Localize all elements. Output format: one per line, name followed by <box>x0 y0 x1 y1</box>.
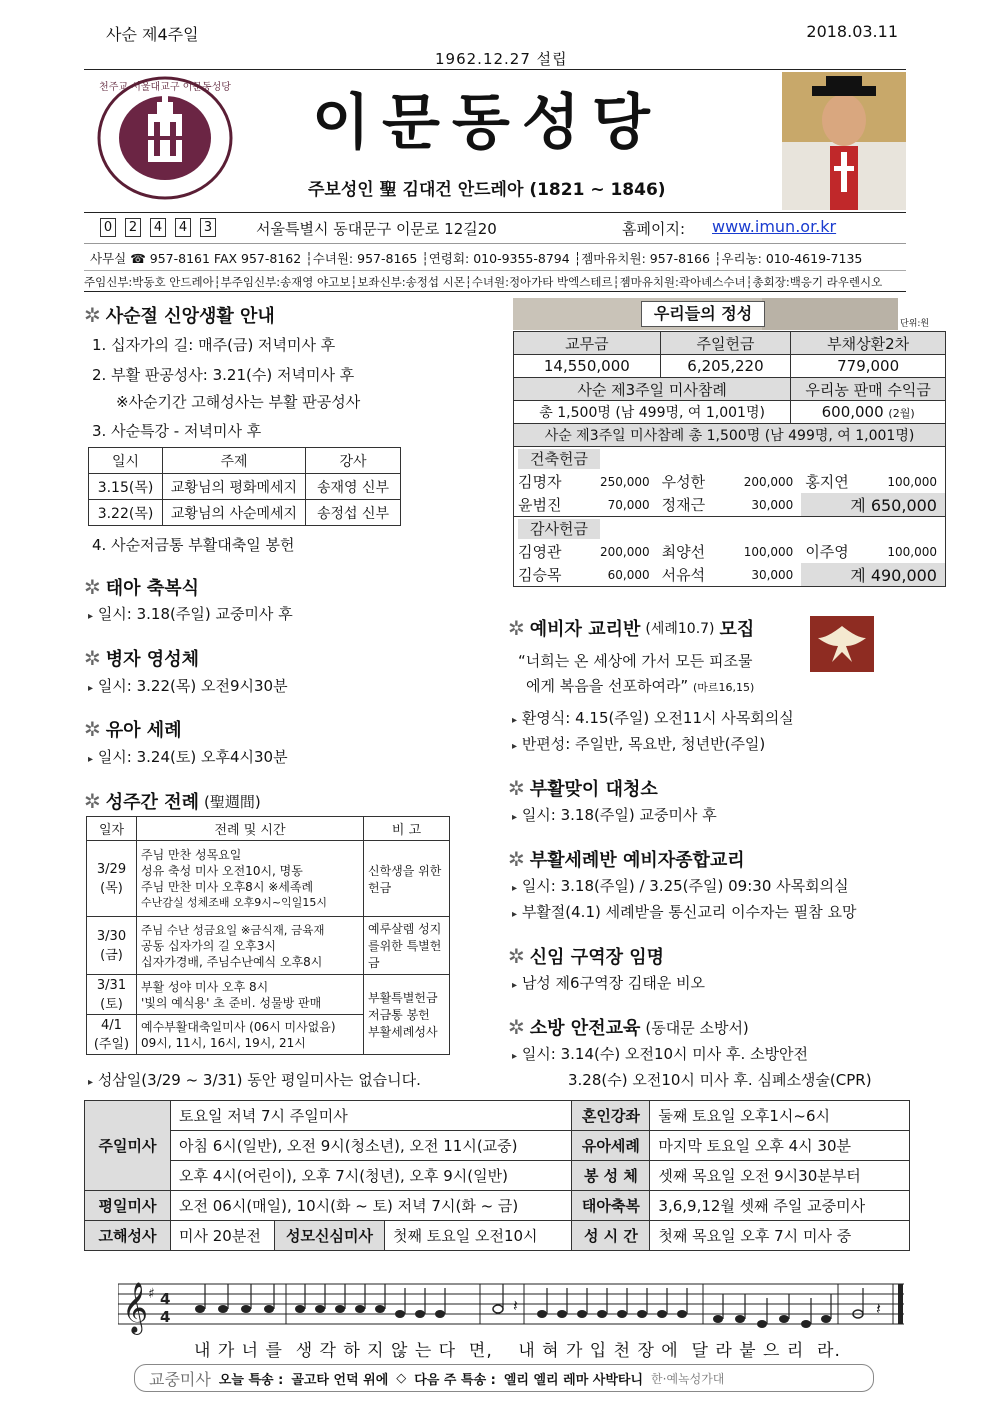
easterbaptism-title: 부활세례반 예비자종합교리 <box>529 850 745 871</box>
star-icon: ✲ <box>508 616 525 640</box>
cleaning-b1 <box>512 802 717 831</box>
thanks-total: 계 490,000 <box>801 563 945 586</box>
confession-value: 미사 20분전 <box>171 1221 275 1251</box>
thanks-label: 감사헌금 <box>518 519 600 539</box>
amount: 250,000 <box>600 474 650 489</box>
holy-hour-value: 첫째 목요일 오후 7시 미사 중 <box>650 1221 910 1251</box>
b1-text: 일시: 3.18(주일) / 3.25(주일) 09:30 사목회의실 <box>521 877 849 895</box>
issue-date: 2018.03.11 <box>806 22 898 41</box>
diamond-icon: ◇ <box>396 1370 407 1386</box>
svg-text:♯: ♯ <box>148 1286 155 1302</box>
giving-head: 부채상환2차 <box>791 332 946 355</box>
line: 주님 만찬 성목요일 <box>141 847 242 862</box>
lecture-speaker: 송정섭 신부 <box>306 500 401 526</box>
leader-b1 <box>512 970 705 999</box>
holyweek-table <box>86 816 450 1055</box>
svg-text:4: 4 <box>160 1308 171 1326</box>
parish-seal <box>95 76 235 201</box>
catechumen-b2 <box>512 731 765 760</box>
fire-subtitle: (동대문 소방서) <box>645 1018 749 1037</box>
lecture-table <box>88 447 401 526</box>
lent-item-3: 3. 사순특강 - 저녁미사 후 <box>92 422 262 440</box>
sunday-mass-afternoon: 오후 4시(어린이), 오후 7시(청년), 오후 9시(일반) <box>171 1161 572 1191</box>
bullet-icon: ▸ <box>512 980 518 991</box>
lent-item-2-note: ※사순기간 고해성사는 부활 판공성사 <box>116 393 361 411</box>
weekday-mass-value: 오전 06시(매일), 10시(화 ~ 토) 저녁 7시(화 ~ 금) <box>171 1191 572 1221</box>
contact-bar <box>84 244 906 270</box>
zip-code <box>100 218 216 237</box>
sick-heading <box>84 645 199 671</box>
star-icon: ✲ <box>508 944 525 968</box>
bullet-icon: ▸ <box>512 883 518 894</box>
lecture-date: 3.22(목) <box>89 500 163 526</box>
parish-title: 이문동성당 <box>312 88 662 158</box>
zip-digit: 4 <box>150 218 166 237</box>
line: '빛의 예식용' 초 준비. 성물방 판매 <box>141 995 322 1010</box>
leader-heading <box>508 943 664 969</box>
line: 주님 수난 성금요일 ※금식재, 금육재 <box>141 922 325 937</box>
bullet-icon: ▸ <box>512 909 518 920</box>
bullet-icon: ▸ <box>512 812 518 823</box>
weekday: (금) <box>100 947 123 963</box>
marriage-label: 혼인강좌 <box>572 1101 650 1131</box>
farm-note: (2월) <box>888 407 915 420</box>
b1-text: 일시: 3.18(주일) 교중미사 후 <box>521 806 717 824</box>
donor: 홍지연 <box>805 473 849 491</box>
staff-bar <box>84 270 906 292</box>
star-icon: ✲ <box>508 847 525 871</box>
lecture-date: 3.15(목) <box>89 474 163 500</box>
weekday: (토) <box>100 996 123 1012</box>
infant-title: 유아 세례 <box>105 720 182 741</box>
donor: 서유석 <box>661 566 706 584</box>
zip-digit: 0 <box>100 218 116 237</box>
catechumen-heading <box>508 615 754 641</box>
address: 서울특별시 동대문구 이문로 12길20 <box>256 220 497 238</box>
building-label: 건축헌금 <box>518 449 600 469</box>
zip-digit: 4 <box>175 218 191 237</box>
sick-detail <box>88 673 288 702</box>
quote-text: 에게 복음을 선포하여라” <box>526 677 689 695</box>
amount: 100,000 <box>887 474 937 489</box>
catechumen-title-end: 모집 <box>719 619 755 640</box>
holyweek-subtitle: (聖週間) <box>203 792 261 811</box>
giving-head: 교무금 <box>514 332 661 355</box>
building-total: 계 650,000 <box>801 493 945 516</box>
catechumen-quote-1: “너희는 온 세상에 가서 모든 피조물 <box>518 652 753 670</box>
amount: 60,000 <box>607 567 650 582</box>
giving-value: 779,000 <box>791 355 946 378</box>
lecture-head-speaker: 강사 <box>306 448 401 474</box>
amount: 30,000 <box>751 567 794 582</box>
cleaning-heading <box>508 775 658 801</box>
zip-digit: 3 <box>200 218 216 237</box>
b1-text: 환영식: 4.15(주일) 오전11시 사목회의실 <box>521 709 794 727</box>
communion-sick-value: 셋째 목요일 오전 9시30분부터 <box>650 1161 910 1191</box>
day: 3/29 <box>96 861 127 877</box>
easterbaptism-b1 <box>512 873 849 902</box>
infant-text: 일시: 3.24(토) 오후4시30분 <box>97 748 288 766</box>
amount: 100,000 <box>887 544 937 559</box>
line: 주님 만찬 미사 오후8시 ※세족례 <box>141 879 314 894</box>
donor: 우성한 <box>661 473 706 491</box>
b1-text: 일시: 3.14(수) 오전10시 미사 후. 소방안전 <box>521 1045 809 1063</box>
amount: 200,000 <box>600 544 650 559</box>
holyweek-title: 성주간 전례 <box>105 792 199 813</box>
homepage-link[interactable]: www.imun.or.kr <box>712 217 837 236</box>
svg-text:4: 4 <box>160 1290 171 1308</box>
immaculate-heart-value: 첫째 토요일 오전10시 <box>385 1221 572 1251</box>
high-mass-label: 교중미사 <box>149 1369 211 1389</box>
infant-detail <box>88 744 288 773</box>
giving-value: 14,550,000 <box>514 355 661 378</box>
hymn-lyrics: 내 가 너 를 생 각 하 지 않 는 다 면, 내 혀 가 입 천 장 에 달 라 붙 으 리 라. <box>194 1341 841 1361</box>
giving-banner-art-right <box>762 298 898 330</box>
lecture-topic: 교황님의 사순메세지 <box>163 500 306 526</box>
donor: 김영관 <box>518 543 562 561</box>
bullet-icon: ▸ <box>512 715 518 726</box>
catechumen-quote-2 <box>526 675 754 696</box>
thanks-label-cell <box>514 517 945 540</box>
holyweek-liturgy <box>137 841 364 917</box>
donor: 이주영 <box>805 543 849 561</box>
b1-text: 남성 제6구역장 김태운 비오 <box>521 974 706 992</box>
day: 3/31 <box>96 977 127 993</box>
amount: 200,000 <box>743 474 794 489</box>
homepage-label: 홈페이지: <box>622 220 686 238</box>
contacts: 사무실 ☎ 957-8161 FAX 957-8162 ┆수녀원: 957-8165 ┆연령회: 010-9355-8794 ┆젬마유치원: 957-8166 ┆우리농: 010-4619-7135 <box>90 251 863 266</box>
svg-text:𝄽: 𝄽 <box>876 1299 881 1318</box>
thanks-fund <box>514 517 946 587</box>
leader-title: 신임 구역장 임명 <box>529 947 665 968</box>
weekday: (목) <box>100 880 123 896</box>
farm-value <box>791 401 946 424</box>
next-label: 다음 주 특송 : <box>414 1372 496 1388</box>
communion-sick-label: 봉 성 체 <box>572 1161 650 1191</box>
building-label-cell <box>514 447 945 470</box>
staff: 주임신부:박동호 안드레아┆부주임신부:송재영 야고보┆보좌신부:송정섭 시몬┆수녀원:정아가타 박엑스테르┆젬마유치원:곽아녜스수녀┆총회장:백응기 라우렌시오 <box>84 275 883 289</box>
holyweek-note-text <box>88 1067 421 1096</box>
music-staff <box>118 1276 908 1336</box>
lent-heading <box>84 302 275 328</box>
b2-text: 부활절(4.1) 세례받을 통신교리 이수자는 필참 요망 <box>521 903 857 921</box>
star-icon: ✲ <box>84 575 101 599</box>
b2-text: 반편성: 주일반, 목요반, 청년반(주일) <box>521 735 766 753</box>
today-label: 오늘 특송 : <box>218 1372 284 1388</box>
line: 십자가경배, 주님수난예식 오후8시 <box>141 954 323 969</box>
fetus-blessing-value: 3,6,9,12월 셋째 주일 교중미사 <box>650 1191 910 1221</box>
fire-heading <box>508 1014 749 1040</box>
cleaning-title: 부활맞이 대청소 <box>529 779 658 800</box>
fetus-detail <box>88 601 293 630</box>
easterbaptism-heading <box>508 846 745 872</box>
fire-title: 소방 안전교육 <box>529 1018 641 1039</box>
fire-b2: 3.28(수) 오전10시 미사 후. 심폐소생술(CPR) <box>568 1071 872 1089</box>
bullet-icon: ▸ <box>512 1051 518 1062</box>
day: 3/30 <box>96 928 127 944</box>
holyweek-date <box>87 917 137 975</box>
catechumen-title: 예비자 교리반 <box>529 619 641 640</box>
bullet-icon: ▸ <box>88 611 94 622</box>
immaculate-heart-label: 성모신심미사 <box>275 1221 385 1251</box>
lent-item-4: 4. 사순저금통 부활대축일 봉헌 <box>92 536 295 554</box>
donor: 윤범진 <box>518 496 562 514</box>
fetus-blessing-label: 태아축복 <box>572 1191 650 1221</box>
saturday-mass: 토요일 저녁 7시 주일미사 <box>171 1101 572 1131</box>
infant-baptism-value: 마지막 토요일 오후 4시 30분 <box>650 1131 910 1161</box>
giving-banner: 우리들의 정성 <box>641 301 765 327</box>
amount: 100,000 <box>743 544 794 559</box>
star-icon: ✲ <box>84 789 101 813</box>
address-bar <box>84 212 906 244</box>
giving-head: 주일헌금 <box>660 332 791 355</box>
attendance-value: 총 1,500명 (남 499명, 여 1,001명) <box>514 401 791 424</box>
season-label: 사순 제4주일 <box>106 25 199 44</box>
attendance-label: 사순 제3주일 미사참례 <box>514 378 791 401</box>
donor: 김명자 <box>518 473 562 491</box>
lecture-topic: 교황님의 평화메세지 <box>163 474 306 500</box>
patron-saint: 주보성인 聖 김대건 안드레아 (1821 ~ 1846) <box>308 180 666 200</box>
special-hymn-bar <box>134 1364 874 1392</box>
line: 수난감실 성체조배 오후9시~익일15시 <box>141 895 327 909</box>
holy-hour-label: 성 시 간 <box>572 1221 650 1251</box>
bullet-icon: ▸ <box>88 1077 94 1088</box>
dove-icon <box>810 616 874 672</box>
note-text: 성삼일(3/29 ~ 3/31) 동안 평일미사는 없습니다. <box>97 1071 421 1089</box>
lent-item-1: 1. 십자가의 길: 매주(금) 저녁미사 후 <box>92 336 336 354</box>
star-icon: ✲ <box>84 717 101 741</box>
svg-text:𝄽: 𝄽 <box>513 1296 518 1315</box>
fetus-heading <box>84 574 199 600</box>
infant-baptism-label: 유아세례 <box>572 1131 650 1161</box>
amount: 70,000 <box>607 497 650 512</box>
catechumen-subtitle: (세례10.7) <box>645 621 715 637</box>
holyweek-date <box>87 975 137 1015</box>
holyweek-date <box>87 841 137 917</box>
lent-item-2: 2. 부활 판공성사: 3.21(수) 저녁미사 후 <box>92 366 355 384</box>
day: 4/1 <box>101 1017 122 1033</box>
sunday-mass-morning: 아침 6시(일반), 오전 9시(청소년), 오전 11시(교중) <box>171 1131 572 1161</box>
star-icon: ✲ <box>84 303 101 327</box>
line: 09시, 11시, 16시, 19시, 21시 <box>141 1035 306 1050</box>
fetus-title: 태아 축복식 <box>105 578 199 599</box>
next-hymn: 엘리 엘리 레마 사박타니 <box>503 1372 644 1388</box>
weekday-mass-label: 평일미사 <box>85 1191 171 1221</box>
lecture-speaker: 송재영 신부 <box>306 474 401 500</box>
weekday: (주일) <box>93 1036 130 1052</box>
building-fund <box>514 447 946 517</box>
confession-label: 고해성사 <box>85 1221 171 1251</box>
sick-text: 일시: 3.22(목) 오전9시30분 <box>97 677 288 695</box>
patron-portrait <box>782 72 906 210</box>
easterbaptism-b2 <box>512 899 857 928</box>
holyweek-note: 신학생을 위한헌금 <box>364 841 450 917</box>
holyweek-head-date: 일자 <box>87 817 137 841</box>
lent-title: 사순절 신앙생활 안내 <box>105 306 275 327</box>
sunday-mass-label: 주일미사 <box>85 1101 171 1191</box>
holyweek-date <box>87 1015 137 1055</box>
today-hymn: 골고타 언덕 위에 <box>291 1372 389 1388</box>
choir-name: 한·예녹성가대 <box>651 1371 725 1386</box>
star-icon: ✲ <box>508 1015 525 1039</box>
line: 예수부활대축일미사 (06시 미사없음) <box>141 1019 336 1034</box>
zip-digit: 2 <box>125 218 141 237</box>
star-icon: ✲ <box>508 776 525 800</box>
star-icon: ✲ <box>84 646 101 670</box>
holyweek-head-liturgy: 전례 및 시간 <box>137 817 364 841</box>
holyweek-liturgy <box>137 917 364 975</box>
seal-lettering: 천주교 서울대교구 이문동성당 <box>99 82 231 93</box>
line: 성유 축성 미사 오전10시, 명동 <box>141 863 303 878</box>
catechumen-b1 <box>512 705 794 734</box>
fire-b1 <box>512 1041 808 1070</box>
bullet-icon: ▸ <box>88 754 94 765</box>
founded-date: 1962.12.27 설립 <box>435 50 568 68</box>
holyweek-liturgy <box>137 975 364 1015</box>
fetus-text: 일시: 3.18(주일) 교중미사 후 <box>97 605 293 623</box>
sick-title: 병자 영성체 <box>105 649 199 670</box>
farm-label: 우리농 판매 수익금 <box>791 378 946 401</box>
bullet-icon: ▸ <box>88 683 94 694</box>
lecture-head-date: 일시 <box>89 448 163 474</box>
donor: 최양선 <box>661 543 706 561</box>
attendance-summary: 사순 제3주일 미사참례 총 1,500명 (남 499명, 여 1,001명) <box>514 424 946 447</box>
line: 부활 성야 미사 오후 8시 <box>141 979 269 994</box>
svg-text:𝄞: 𝄞 <box>122 1282 149 1333</box>
holyweek-note: 부활특별헌금 저금통 봉헌 부활세례성사 <box>364 975 450 1055</box>
line: 공동 십자가의 길 오후3시 <box>141 938 276 953</box>
holyweek-note: 예루살렘 성지를위한 특별헌금 <box>364 917 450 975</box>
infant-heading <box>84 716 182 742</box>
marriage-value: 둘째 토요일 오후1시~6시 <box>650 1101 910 1131</box>
donor: 정재근 <box>661 496 706 514</box>
mass-times-table <box>84 1100 910 1251</box>
amount: 30,000 <box>751 497 794 512</box>
lecture-head-topic: 주제 <box>163 448 306 474</box>
donor: 김승목 <box>518 566 562 584</box>
quote-ref: (마르16,15) <box>693 681 755 694</box>
giving-value: 6,205,220 <box>660 355 791 378</box>
holyweek-liturgy <box>137 1015 364 1055</box>
giving-table <box>513 331 946 587</box>
holyweek-heading <box>84 788 261 814</box>
unit-label: 단위:원 <box>900 319 930 329</box>
holyweek-head-note: 비 고 <box>364 817 450 841</box>
bullet-icon: ▸ <box>512 741 518 752</box>
farm-amount: 600,000 <box>821 403 884 421</box>
